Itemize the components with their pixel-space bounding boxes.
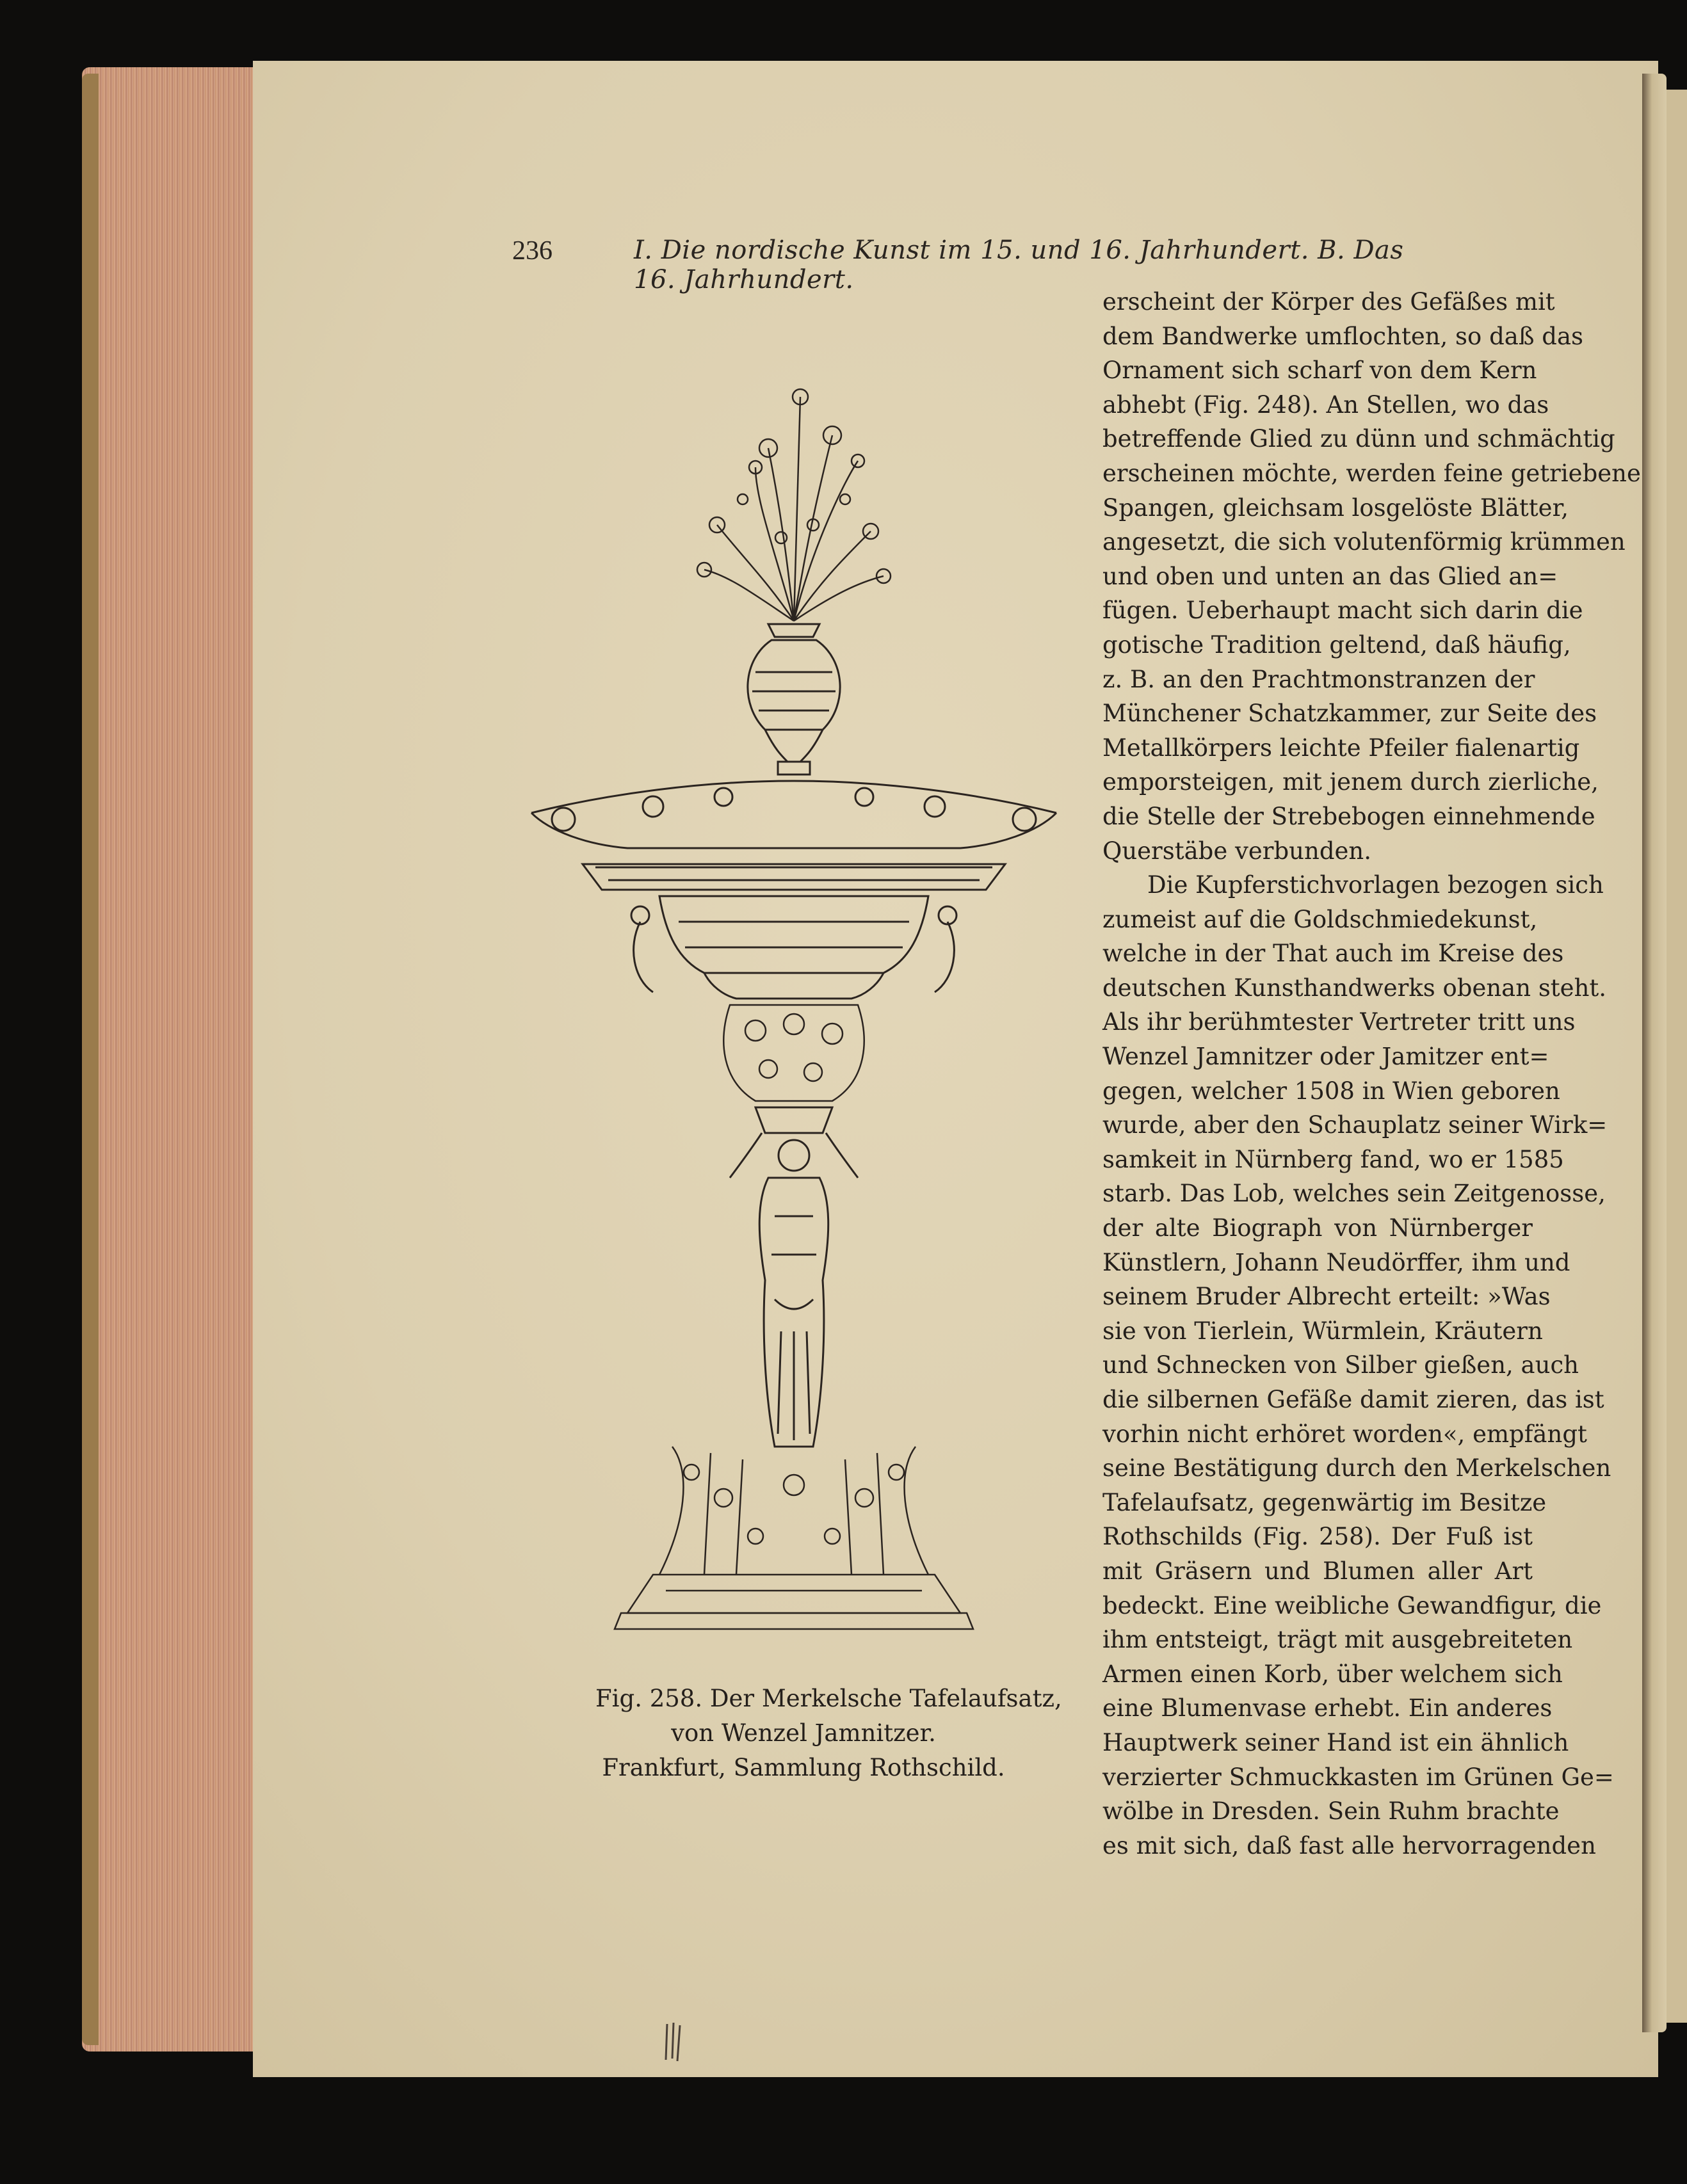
body-line: wölbe in Dresden. Sein Ruhm brachte	[1102, 1797, 1560, 1826]
body-line: gegen, welcher 1508 in Wien geboren	[1102, 1077, 1560, 1105]
body-line: Die Kupferstichvorlagen bezogen sich	[1147, 871, 1604, 899]
body-line: emporsteigen, mit jenem durch zierliche,	[1102, 768, 1599, 796]
caption-line: Frankfurt, Sammlung Rothschild.	[602, 1754, 1005, 1781]
body-line: vorhin nicht erhöret worden«, empfängt	[1102, 1420, 1587, 1448]
flower-bouquet	[697, 389, 891, 621]
page-block-edges	[82, 67, 261, 2052]
body-line: wurde, aber den Schauplatz seiner Wirk=	[1102, 1111, 1608, 1139]
body-line: Querstäbe verbunden.	[1102, 837, 1372, 865]
figure-engraving-table-centerpiece	[512, 371, 1076, 1677]
body-line: deutschen Kunsthandwerks obenan steht.	[1102, 974, 1607, 1002]
running-title: I. Die nordische Kunst im 15. und 16. Jahrhundert. B. Das 16. Jahrhundert.	[634, 236, 1404, 294]
body-line: starb. Das Lob, welches sein Zeitgenosse,	[1102, 1180, 1606, 1208]
body-line: betreffende Glied zu dünn und schmächtig	[1102, 425, 1615, 453]
book-cover-edge	[82, 74, 99, 2045]
body-line: Metallkörpers leichte Pfeiler fialenartig	[1102, 734, 1580, 762]
pencil-mark	[662, 2021, 688, 2062]
body-line: eine Blumenvase erhebt. Ein anderes	[1102, 1694, 1553, 1722]
page-number: 236	[512, 236, 553, 266]
book-gutter	[1642, 74, 1667, 2032]
body-line: Armen einen Korb, über welchem sich	[1102, 1660, 1563, 1688]
body-line: die Stelle der Strebebogen einnehmende	[1102, 802, 1595, 830]
body-line: abhebt (Fig. 248). An Stellen, wo das	[1102, 390, 1549, 419]
body-line: und Schnecken von Silber gießen, auch	[1102, 1351, 1579, 1379]
body-line: bedeckt. Eine weibliche Gewandfigur, die	[1102, 1591, 1602, 1619]
body-line: erscheinen möchte, werden feine getriebene	[1102, 459, 1641, 487]
body-line: Ornament sich scharf von dem Kern	[1102, 357, 1537, 385]
body-line: Wenzel Jamnitzer oder Jamitzer ent=	[1102, 1043, 1549, 1071]
body-line: der alte Biograph von Nürnberger	[1102, 1214, 1533, 1242]
grassy-base	[615, 1447, 973, 1629]
body-line: zumeist auf die Goldschmiedekunst,	[1102, 905, 1538, 933]
body-line: mit Gräsern und Blumen aller Art	[1102, 1557, 1533, 1585]
body-line: gotische Tradition geltend, daß häufig,	[1102, 630, 1571, 659]
body-line: Künstlern, Johann Neudörffer, ihm und	[1102, 1248, 1570, 1276]
ornate-vase	[748, 624, 840, 775]
basket	[631, 896, 957, 999]
body-line: seinem Bruder Albrecht erteilt: »Was	[1102, 1283, 1551, 1311]
body-line: fügen. Ueberhaupt macht sich darin die	[1102, 597, 1583, 625]
body-line: Hauptwerk seiner Hand ist ein ähnlich	[1102, 1728, 1569, 1756]
foliage-cluster	[723, 1005, 864, 1101]
caption-line: von Wenzel Jamnitzer.	[671, 1719, 936, 1747]
body-line: samkeit in Nürnberg fand, wo er 1585	[1102, 1145, 1564, 1173]
female-figure	[730, 1133, 858, 1447]
figure-caption	[595, 1682, 1062, 1785]
body-text-column	[1102, 285, 1641, 1863]
body-line: welche in der That auch im Kreise des	[1102, 940, 1564, 968]
body-line: sie von Tierlein, Würmlein, Kräutern	[1102, 1317, 1543, 1345]
body-line: es mit sich, daß fast alle hervorragenden	[1102, 1831, 1596, 1859]
upper-tray	[531, 781, 1056, 890]
body-line: Spangen, gleichsam losgelöste Blätter,	[1102, 494, 1569, 522]
body-line: erscheint der Körper des Gefäßes mit	[1102, 288, 1555, 316]
body-line: dem Bandwerke umflochten, so daß das	[1102, 322, 1584, 350]
running-header	[512, 236, 1409, 294]
body-line: die silbernen Gefäße damit zieren, das ist	[1102, 1386, 1604, 1413]
body-line: z. B. an den Prachtmonstranzen der	[1102, 665, 1535, 693]
body-line: Münchener Schatzkammer, zur Seite des	[1102, 700, 1597, 728]
body-line: verzierter Schmuckkasten im Grünen Ge=	[1102, 1763, 1614, 1791]
body-line: ihm entsteigt, trägt mit ausgebreiteten	[1102, 1626, 1573, 1654]
body-line: seine Bestätigung durch den Merkelschen	[1102, 1454, 1611, 1482]
body-line: und oben und unten an das Glied an=	[1102, 562, 1558, 590]
body-line: Tafelaufsatz, gegenwärtig im Besitze	[1102, 1488, 1547, 1516]
body-line: angesetzt, die sich volutenförmig krümmen	[1102, 528, 1626, 556]
caption-line: Fig. 258. Der Merkelsche Tafelaufsatz,	[595, 1685, 1062, 1712]
body-line: Rothschilds (Fig. 258). Der Fuß ist	[1102, 1523, 1533, 1551]
body-line: Als ihr berühmtester Vertreter tritt uns	[1102, 1008, 1576, 1036]
